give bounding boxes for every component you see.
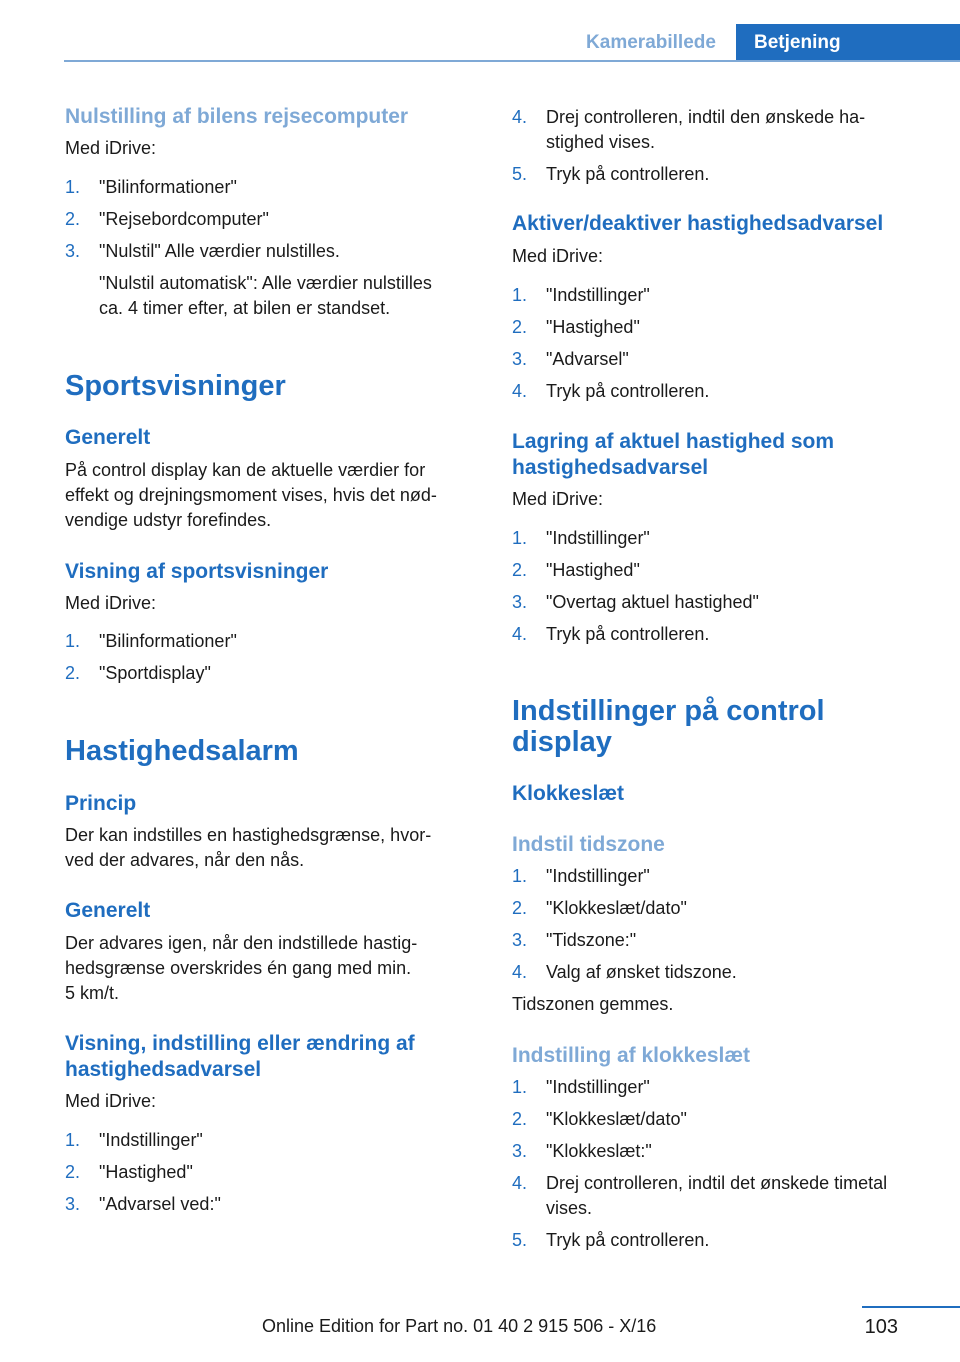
list-item: vises. bbox=[546, 1198, 593, 1218]
list-number: 5. bbox=[512, 1230, 528, 1250]
list-item: Drej controlleren, indtil det ønskede timetal bbox=[546, 1173, 888, 1193]
footer-rule bbox=[862, 1306, 960, 1308]
heading-principle: Princip bbox=[65, 792, 137, 815]
list-number: 3. bbox=[65, 1194, 81, 1214]
heading-timezone: Indstil tidszone bbox=[512, 833, 665, 856]
list-number: 2. bbox=[512, 898, 528, 918]
list-item: Tryk på controlleren. bbox=[546, 624, 710, 644]
page-number: 103 bbox=[864, 1316, 898, 1338]
list-number: 5. bbox=[512, 164, 528, 184]
general2-line: 5 km/t. bbox=[65, 983, 120, 1003]
heading-reset: Nulstilling af bilens rejsecomputer bbox=[65, 105, 409, 128]
list-number: 4. bbox=[512, 107, 528, 127]
general2-line: hedsgrænse overskrides én gang med min. bbox=[65, 958, 412, 978]
list-number: 3. bbox=[512, 592, 528, 612]
list-item: Drej controlleren, indtil den ønskede ha‐ bbox=[546, 107, 866, 127]
general-text-line: effekt og drejningsmoment vises, hvis det nød‐ bbox=[65, 485, 437, 505]
list-number: 1. bbox=[512, 285, 528, 305]
principle-line: ved der advares, når den nås. bbox=[65, 850, 305, 870]
list-item: "Bilinformationer" bbox=[99, 177, 237, 197]
heading-view: Visning, indstilling eller ændring af bbox=[65, 1032, 415, 1055]
heading-save-cont: hastighedsadvarsel bbox=[512, 456, 709, 479]
general-text-line: På control display kan de aktuelle værdier for bbox=[65, 460, 426, 480]
list-item: "Sportdisplay" bbox=[99, 663, 211, 683]
reset-note-line: "Nulstil automatisk": Alle værdier nulstilles bbox=[99, 273, 432, 293]
list-item: "Rejsebordcomputer" bbox=[99, 209, 269, 229]
heading-view-cont: hastighedsadvarsel bbox=[65, 1058, 262, 1081]
list-number: 1. bbox=[512, 1077, 528, 1097]
list-item: "Bilinformationer" bbox=[99, 631, 237, 651]
list-item: "Indstillinger" bbox=[546, 866, 650, 886]
list-item: "Hastighed" bbox=[546, 317, 640, 337]
heading-settings-cont: display bbox=[512, 726, 612, 758]
reset-intro: Med iDrive: bbox=[65, 138, 157, 158]
list-number: 1. bbox=[512, 528, 528, 548]
list-item: Tryk på controlleren. bbox=[546, 164, 710, 184]
list-number: 4. bbox=[512, 381, 528, 401]
list-item: "Hastighed" bbox=[546, 560, 640, 580]
heading-alarm: Hastighedsalarm bbox=[65, 735, 299, 767]
heading-general: Generelt bbox=[65, 426, 151, 449]
list-number: 3. bbox=[512, 930, 528, 950]
list-item: Tryk på controlleren. bbox=[546, 1230, 710, 1250]
general-text-line: vendige udstyr forefindes. bbox=[65, 510, 272, 530]
reset-note-line: ca. 4 timer efter, at bilen er standset. bbox=[99, 298, 391, 318]
header-chapter-tab: Betjening bbox=[736, 24, 960, 61]
view-intro: Med iDrive: bbox=[65, 1091, 157, 1111]
list-item: "Klokkeslæt:" bbox=[546, 1141, 652, 1161]
list-number: 3. bbox=[65, 241, 81, 261]
list-item: "Klokkeslæt/dato" bbox=[546, 898, 687, 918]
list-number: 2. bbox=[65, 209, 81, 229]
list-item: "Tidszone:" bbox=[546, 930, 637, 950]
list-number: 4. bbox=[512, 962, 528, 982]
heading-clock: Klokkeslæt bbox=[512, 782, 625, 805]
list-number: 2. bbox=[65, 663, 81, 683]
heading-save: Lagring af aktuel hastighed som bbox=[512, 430, 835, 453]
header-section-tab: Kamerabillede bbox=[586, 32, 716, 53]
list-number: 1. bbox=[65, 631, 81, 651]
heading-general2: Generelt bbox=[65, 899, 151, 922]
list-item: "Klokkeslæt/dato" bbox=[546, 1109, 687, 1129]
principle-line: Der kan indstilles en hastighedsgrænse, hvor‐ bbox=[65, 825, 432, 845]
general2-line: Der advares igen, når den indstillede hastig‐ bbox=[65, 933, 418, 953]
list-number: 2. bbox=[65, 1162, 81, 1182]
heading-settime: Indstilling af klokkeslæt bbox=[512, 1044, 751, 1067]
list-item: Tryk på controlleren. bbox=[546, 381, 710, 401]
heading-toggle: Aktiver/deaktiver hastighedsadvarsel bbox=[512, 212, 884, 235]
list-item: Valg af ønsket tidszone. bbox=[546, 962, 737, 982]
list-number: 3. bbox=[512, 1141, 528, 1161]
list-item: "Indstillinger" bbox=[546, 528, 650, 548]
list-number: 2. bbox=[512, 317, 528, 337]
list-item: "Indstillinger" bbox=[546, 1077, 650, 1097]
heading-show-sport: Visning af sportsvisninger bbox=[65, 560, 329, 583]
footer-edition: Online Edition for Part no. 01 40 2 915 506 - X/16 bbox=[262, 1316, 657, 1336]
list-item: "Indstillinger" bbox=[99, 1130, 203, 1150]
list-item: "Indstillinger" bbox=[546, 285, 650, 305]
toggle-intro: Med iDrive: bbox=[512, 246, 604, 266]
list-number: 2. bbox=[512, 560, 528, 580]
list-number: 2. bbox=[512, 1109, 528, 1129]
list-item: "Overtag aktuel hastighed" bbox=[546, 592, 759, 612]
list-item: "Nulstil" Alle værdier nulstilles. bbox=[99, 241, 340, 261]
list-item: stighed vises. bbox=[546, 132, 656, 152]
heading-sport: Sportsvisninger bbox=[65, 370, 286, 402]
list-number: 3. bbox=[512, 349, 528, 369]
list-item: "Advarsel ved:" bbox=[99, 1194, 221, 1214]
list-number: 1. bbox=[65, 177, 81, 197]
list-item: "Advarsel" bbox=[546, 349, 629, 369]
list-number: 4. bbox=[512, 1173, 528, 1193]
heading-settings: Indstillinger på control bbox=[512, 695, 825, 727]
save-intro: Med iDrive: bbox=[512, 489, 604, 509]
timezone-saved: Tidszonen gemmes. bbox=[512, 994, 674, 1014]
header-rule bbox=[64, 60, 960, 62]
list-number: 4. bbox=[512, 624, 528, 644]
list-number: 1. bbox=[65, 1130, 81, 1150]
list-item: "Hastighed" bbox=[99, 1162, 193, 1182]
list-number: 1. bbox=[512, 866, 528, 886]
show-intro: Med iDrive: bbox=[65, 593, 157, 613]
